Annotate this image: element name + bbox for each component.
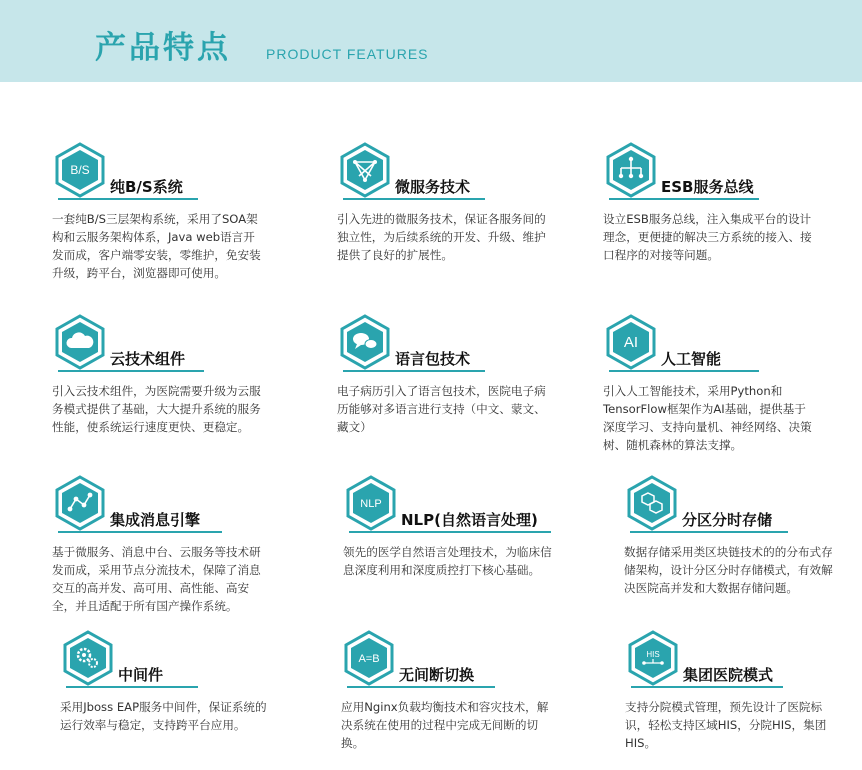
feature-title: NLP(自然语言处理) [401,511,538,529]
title-underline [58,370,204,372]
feature-title: 集成消息引擎 [110,511,201,529]
feature-description: 支持分院模式管理，预先设计了医院标识，轻松支持区域HIS，分院HIS，集团HIS。 [625,700,827,750]
hierarchy-icon [603,142,659,198]
feature-title: ESB服务总线 [661,178,754,196]
feature-description: 领先的医学自然语言处理技术，为临床信息深度利用和深度质控打下核心基础。 [343,545,552,577]
feature-title: 分区分时存储 [682,511,773,529]
gears-icon [60,630,116,686]
feature-description: 引入先进的微服务技术，保证各服务间的独立性，为后续系统的开发、升级、维护提供了良好的扩展性。 [337,212,546,262]
feature-title: 语言包技术 [395,350,471,368]
network-icon [52,475,108,531]
feature-title: 纯B/S系统 [110,178,183,196]
a-equals-b-icon [341,630,397,686]
title-underline [609,370,759,372]
page-title: 产品特点 [95,30,231,66]
svg-text:A=B: A=B [358,653,380,665]
feature-description: 采用Jboss EAP服务中间件，保证系统的运行效率与稳定，支持跨平台应用。 [60,700,267,732]
svg-text:HIS: HIS [646,650,660,659]
feature-title: 中间件 [118,666,164,684]
bs-text-icon [52,142,108,198]
feature-description: 应用Nginx负载均衡技术和容灾技术，解决系统在使用的过程中完成无间断的切换。 [341,700,549,750]
page-subtitle: PRODUCT FEATURES [266,46,429,62]
title-underline [343,198,485,200]
nlp-text-icon [343,475,399,531]
his-icon [625,630,681,686]
feature-description: 数据存储采用类区块链技术的的分布式存储架构，设计分区分时存储模式，有效解决医院高并发和大数据存储问题。 [624,545,833,595]
title-underline [630,531,788,533]
title-underline [66,686,198,688]
feature-title: 人工智能 [661,350,722,368]
title-underline [631,686,783,688]
svg-text:B/S: B/S [70,163,90,177]
feature-title: 微服务技术 [395,178,471,196]
title-underline [609,198,759,200]
title-underline [343,370,485,372]
ai-text-icon [603,314,659,370]
feature-description: 电子病历引入了语言包技术，医院电子病历能够对多语言进行支持（中文、蒙文、藏文） [337,384,546,434]
cubes-icon [624,475,680,531]
feature-description: 基于微服务、消息中台、云服务等技术研发而成，采用节点分流技术，保障了消息交互的高并发、高可用、高性能、高安全，并且适配于所有国产操作系统。 [52,545,261,613]
feature-description: 引入人工智能技术，采用Python和TensorFlow框架作为AI基础，提供基于深度学习、支持向量机、神经网络、决策树、随机森林的算法支撑。 [603,384,812,452]
nodes-icon [337,142,393,198]
title-underline [347,686,495,688]
title-underline [58,198,198,200]
feature-description: 设立ESB服务总线，注入集成平台的设计理念，更便捷的解决三方系统的接入、接口程序的对接等问题。 [603,212,812,262]
feature-title: 集团医院模式 [683,666,774,684]
svg-text:NLP: NLP [360,498,382,510]
feature-title: 无间断切换 [399,666,475,684]
feature-title: 云技术组件 [110,350,186,368]
title-underline [349,531,551,533]
chat-bubbles-icon [337,314,393,370]
svg-text:AI: AI [623,334,639,351]
feature-description: 一套纯B/S三层架构系统，采用了SOA架构和云服务架构体系，Java web语言开发而成，客户端零安装，零维护，免安装升级，跨平台，浏览器即可使用。 [52,212,261,280]
title-underline [58,531,222,533]
feature-description: 引入云技术组件，为医院需要升级为云服务模式提供了基础，大大提升系统的服务性能，使系统运行速度更快、更稳定。 [52,384,261,434]
cloud-icon [52,314,108,370]
header-banner [0,0,862,82]
